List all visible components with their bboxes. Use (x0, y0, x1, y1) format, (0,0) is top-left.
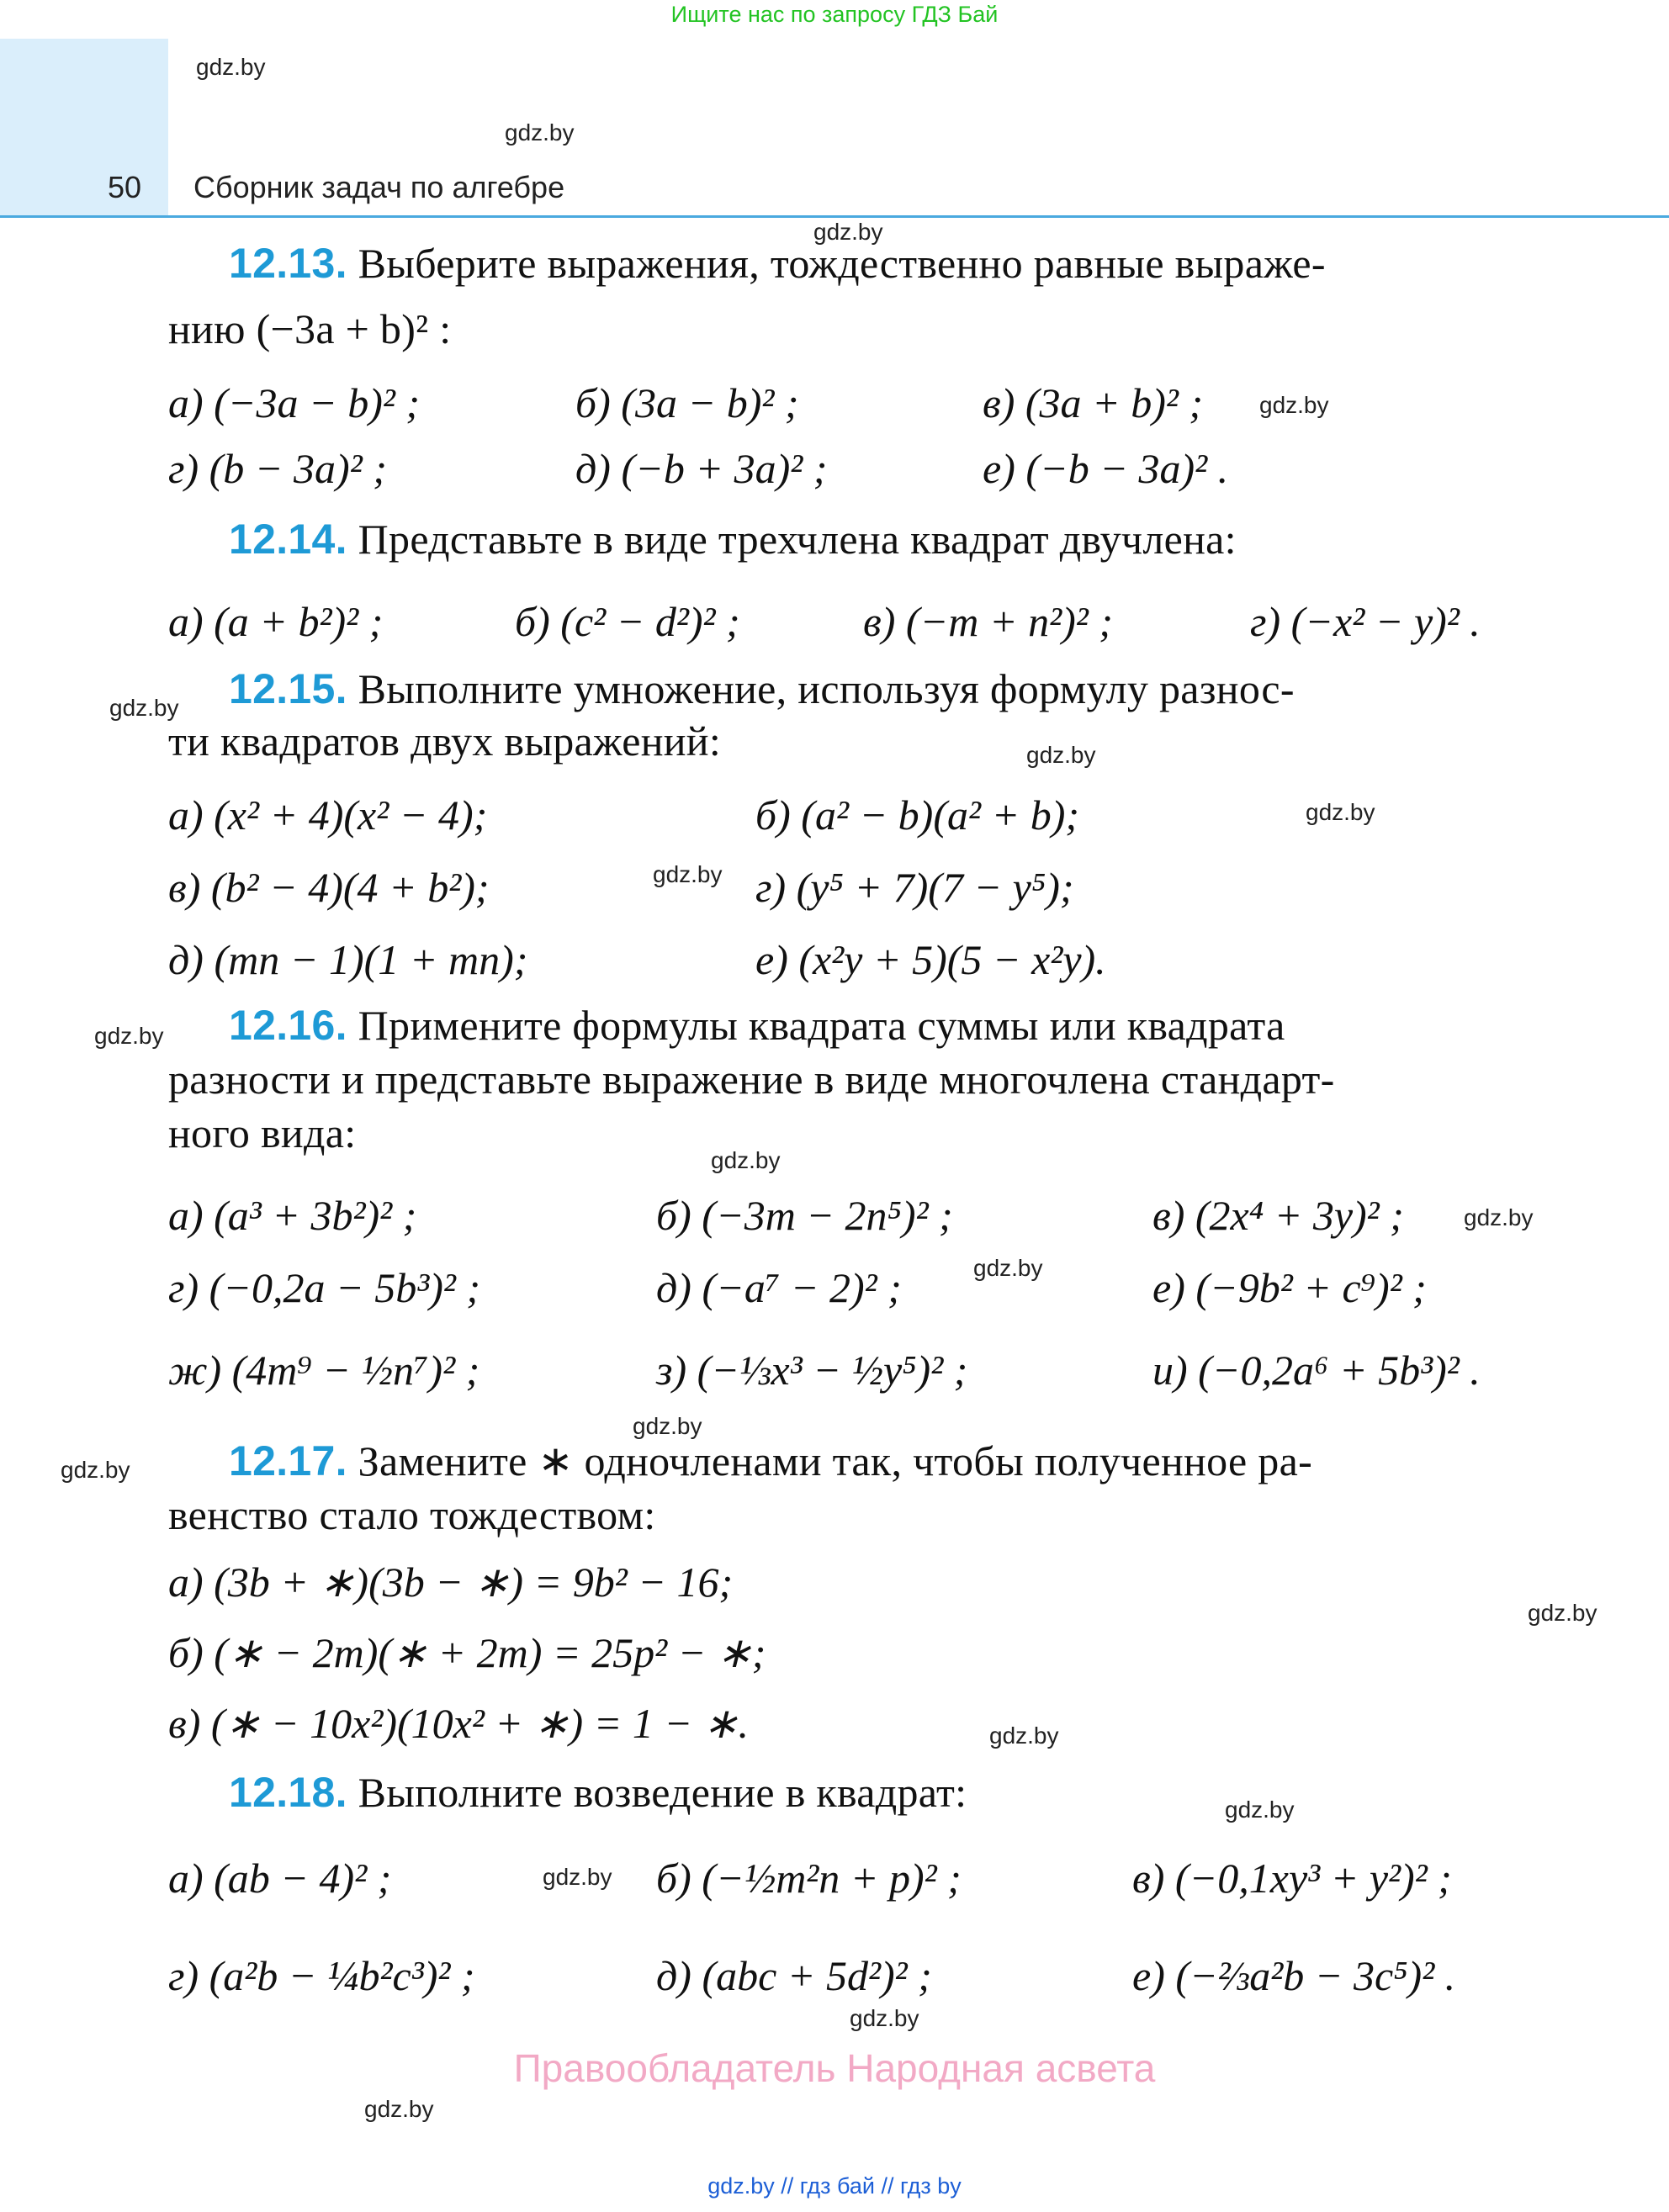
option-g: г) (−x² − y)² . (1250, 598, 1481, 645)
watermark: gdz.by (711, 1147, 781, 1173)
option-a: а) (a³ + 3b²)² ; (168, 1192, 417, 1239)
watermark: gdz.by (989, 1723, 1059, 1749)
task-number: 12.14. (229, 516, 347, 563)
option-d: д) (mn − 1)(1 + mn); (168, 936, 528, 983)
footer-links[interactable]: gdz.by // гдз бай // гдз by (707, 2173, 962, 2199)
task-12-15-line2: ти квадратов двух выражений: (168, 717, 722, 765)
watermark: gdz.by (94, 1023, 164, 1049)
watermark: gdz.by (1026, 742, 1096, 768)
running-head: Сборник задач по алгебре (193, 170, 565, 204)
option-a: а) (x² + 4)(x² − 4); (168, 791, 488, 839)
task-12-13-line2: нию (−3a + b)² : (168, 305, 452, 352)
option-v: в) (∗ − 10x²)(10x² + ∗) = 1 − ∗. (168, 1700, 749, 1747)
task-12-16-line1: 12.16. Примените формулы квадрата суммы или квадрата (229, 1002, 1285, 1049)
task-number: 12.13. (229, 240, 347, 287)
watermark: gdz.by (61, 1457, 130, 1483)
copyright-notice: Правообладатель Народная асвета (513, 2046, 1156, 2090)
option-e: е) (−9b² + c⁹)² ; (1152, 1264, 1427, 1311)
task-12-13-line1: 12.13. Выберите выражения, тождественно равные выраже- (229, 240, 1326, 287)
watermark: gdz.by (633, 1413, 702, 1439)
watermark: gdz.by (1225, 1797, 1295, 1823)
task-number: 12.18. (229, 1769, 347, 1816)
watermark: gdz.by (196, 54, 266, 80)
option-a: а) (ab − 4)² ; (168, 1855, 392, 1902)
header-divider (0, 215, 1669, 218)
task-12-16-line2: разности и представьте выражение в виде многочлена стандарт- (168, 1056, 1335, 1103)
option-v: в) (−0,1xy³ + y²)² ; (1132, 1855, 1452, 1902)
option-v: в) (3a + b)² ; (983, 379, 1204, 426)
option-v: в) (b² − 4)(4 + b²); (168, 864, 490, 911)
task-12-15-line1: 12.15. Выполните умножение, используя формулу разнос- (229, 665, 1295, 712)
page-number: 50 (108, 170, 142, 204)
watermark: gdz.by (543, 1864, 612, 1890)
option-g: г) (−0,2a − 5b³)² ; (168, 1264, 481, 1311)
option-b: б) (−3m − 2n⁵)² ; (656, 1192, 953, 1239)
option-g: г) (b − 3a)² ; (168, 445, 387, 492)
option-z: з) (−⅓x³ − ½y⁵)² ; (656, 1347, 968, 1394)
option-d: д) (abc + 5d²)² ; (656, 1952, 932, 1999)
option-b: б) (∗ − 2m)(∗ + 2m) = 25p² − ∗; (168, 1629, 766, 1676)
option-a: а) (a + b²)² ; (168, 598, 384, 645)
option-g: г) (y⁵ + 7)(7 − y⁵); (755, 864, 1074, 911)
option-zh: ж) (4m⁹ − ½n⁷)² ; (168, 1347, 480, 1394)
option-a: а) (3b + ∗)(3b − ∗) = 9b² − 16; (168, 1558, 734, 1606)
watermark: gdz.by (813, 219, 883, 245)
option-e: е) (−⅔a²b − 3c⁵)² . (1132, 1952, 1456, 1999)
watermark: gdz.by (850, 2005, 919, 2031)
page-tab (0, 39, 168, 217)
watermark: gdz.by (973, 1255, 1043, 1281)
option-g: г) (a²b − ¼b²c³)² ; (168, 1952, 475, 1999)
task-12-18-line1: 12.18. Выполните возведение в квадрат: (229, 1769, 967, 1816)
watermark: gdz.by (1528, 1600, 1597, 1626)
task-number: 12.16. (229, 1002, 347, 1049)
top-banner[interactable]: Ищите нас по запросу ГДЗ Бай (670, 2, 999, 27)
option-b: б) (3a − b)² ; (575, 379, 799, 426)
watermark: gdz.by (505, 119, 575, 146)
option-a: а) (−3a − b)² ; (168, 379, 421, 426)
option-b: б) (−½m²n + p)² ; (656, 1855, 962, 1902)
task-12-17-line1: 12.17. Замените ∗ одночленами так, чтобы полученное ра- (229, 1437, 1313, 1484)
watermark: gdz.by (364, 2096, 434, 2122)
task-number: 12.17. (229, 1437, 347, 1484)
watermark: gdz.by (109, 695, 179, 721)
option-b: б) (a² − b)(a² + b); (755, 791, 1080, 839)
watermark: gdz.by (1306, 799, 1375, 825)
watermark: gdz.by (1464, 1204, 1534, 1230)
option-e: е) (x²y + 5)(5 − x²y). (755, 936, 1106, 983)
option-e: е) (−b − 3a)² . (983, 445, 1229, 492)
option-b: б) (c² − d²)² ; (515, 598, 740, 645)
watermark: gdz.by (653, 861, 723, 887)
task-12-17-line2: венство стало тождеством: (168, 1491, 656, 1538)
option-v: в) (−m + n²)² ; (863, 598, 1113, 645)
task-12-14-line1: 12.14. Представьте в виде трехчлена квадрат двучлена: (229, 516, 1237, 563)
option-v: в) (2x⁴ + 3y)² ; (1152, 1192, 1404, 1239)
watermark: gdz.by (1259, 392, 1329, 418)
option-i: и) (−0,2a⁶ + 5b³)² . (1152, 1347, 1481, 1394)
task-number: 12.15. (229, 665, 347, 712)
task-12-16-line3: ного вида: (168, 1109, 357, 1156)
option-d: д) (−b + 3a)² ; (575, 445, 828, 492)
option-d: д) (−a⁷ − 2)² ; (656, 1264, 902, 1311)
